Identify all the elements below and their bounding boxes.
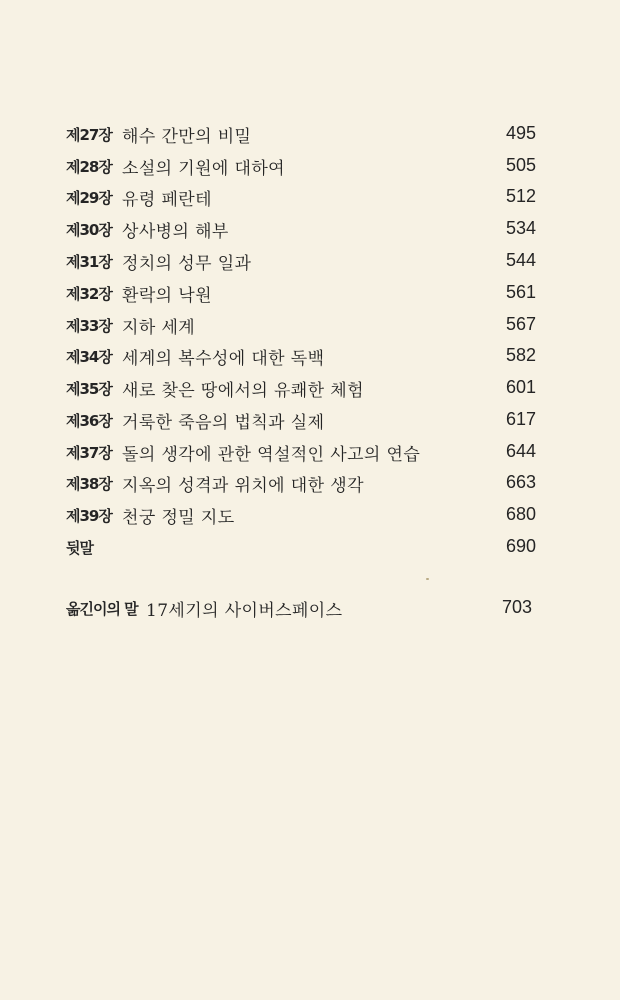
paper-speck: [426, 578, 429, 580]
toc-entry: [66, 217, 536, 245]
toc-entry: [66, 185, 536, 213]
page-number: 703: [501, 597, 532, 617]
chapter-title: 상사병의 해부: [122, 222, 229, 242]
page-number: 534: [505, 218, 536, 238]
chapter-number: 제31장: [66, 253, 112, 271]
chapter-title: 소설의 기원에 대하여: [122, 159, 286, 179]
toc-entry: [66, 503, 536, 531]
toc-entry: [66, 376, 536, 404]
chapter-number: 제28장: [66, 158, 112, 176]
chapter-number: 제29장: [66, 189, 112, 207]
page-number: 680: [505, 504, 536, 524]
page-number: 505: [505, 155, 536, 175]
page-number: 663: [505, 472, 536, 492]
toc-entry: [66, 313, 536, 341]
page-number: 644: [505, 441, 536, 461]
chapter-title: 새로 찾은 땅에서의 유쾌한 체험: [122, 381, 364, 401]
chapter-title: 해수 간만의 비밀: [122, 127, 252, 147]
chapter-number: 제27장: [66, 126, 112, 144]
chapter-title: 거룩한 죽음의 법칙과 실제: [122, 413, 325, 433]
page-number: 582: [505, 345, 536, 365]
chapter-title: 지하 세계: [122, 318, 196, 338]
chapter-number: 제39장: [66, 507, 112, 525]
toc-entry: [66, 344, 536, 372]
toc-entry: [66, 154, 536, 182]
chapter-title: 천궁 정밀 지도: [122, 508, 235, 528]
chapter-number: 제36장: [66, 412, 112, 430]
chapter-title: 돌의 생각에 관한 역설적인 사고의 연습: [122, 445, 421, 465]
toc-entry: [66, 281, 536, 309]
chapter-number: 제32장: [66, 285, 112, 303]
chapter-number: 제33장: [66, 317, 112, 335]
page-number: 512: [505, 186, 536, 206]
chapter-number: 제37장: [66, 444, 112, 462]
chapter-title: 정치의 성무 일과: [122, 254, 252, 274]
chapter-title: 유령 페란테: [122, 190, 212, 210]
chapter-number: 제30장: [66, 221, 112, 239]
page-number: 617: [505, 409, 536, 429]
chapter-title: 지옥의 성격과 위치에 대한 생각: [122, 476, 364, 496]
chapter-title: 세계의 복수성에 대한 독백: [122, 349, 325, 369]
page-number: 561: [505, 282, 536, 302]
translator-note-label: 옮긴이의 말: [66, 600, 138, 618]
toc-entry: [66, 249, 536, 277]
translator-note-entry: [66, 596, 532, 624]
chapter-number: 제34장: [66, 348, 112, 366]
toc-entry: [66, 122, 536, 150]
chapter-number: 제35장: [66, 380, 112, 398]
chapter-title: 환락의 낙원: [122, 286, 212, 306]
chapter-number: 뒷말: [66, 539, 93, 557]
page-number: 495: [505, 123, 536, 143]
page-number: 567: [505, 314, 536, 334]
page-number: 544: [505, 250, 536, 270]
toc-entry: [66, 408, 536, 436]
page-number: 601: [505, 377, 536, 397]
toc-entry: [66, 440, 536, 468]
toc-entry: [66, 535, 536, 563]
toc-entry: [66, 471, 536, 499]
chapter-number: 제38장: [66, 475, 112, 493]
page-number: 690: [505, 536, 536, 556]
translator-note-title: 17세기의 사이버스페이스: [146, 601, 343, 621]
